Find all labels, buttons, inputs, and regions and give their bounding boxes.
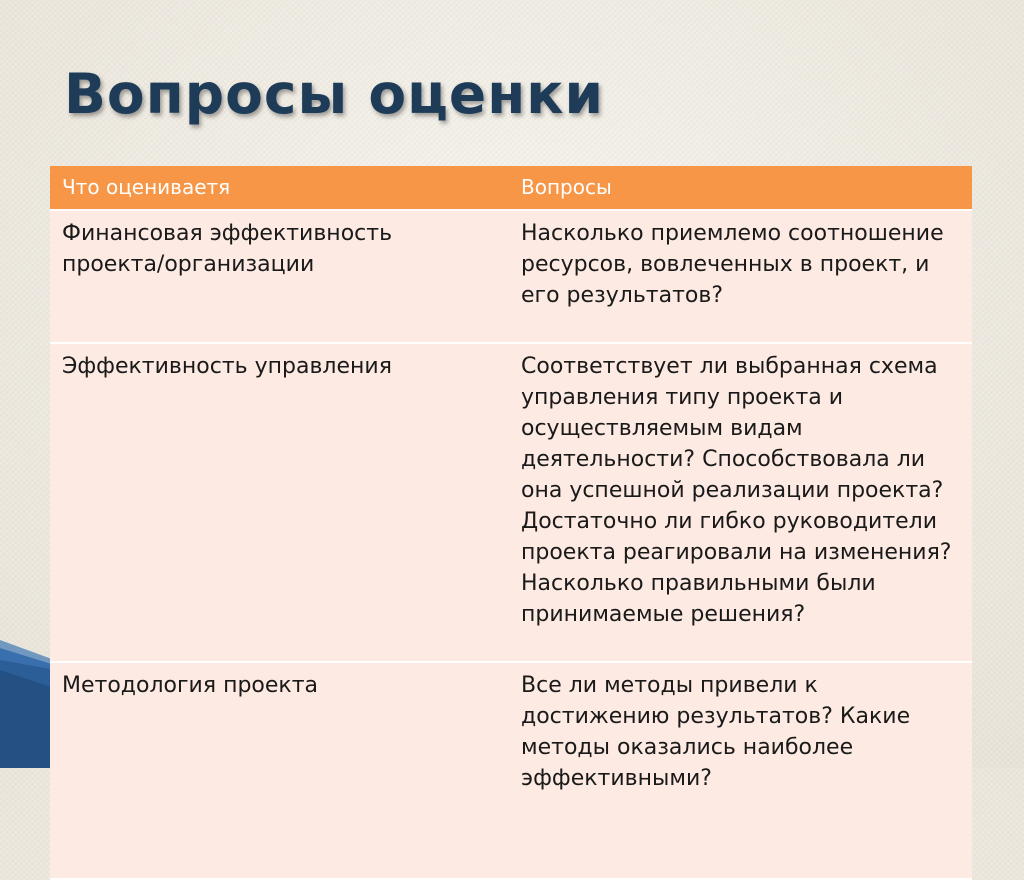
- cell-subject: Методология проекта: [50, 662, 509, 879]
- column-header-subject: Что оцениваетя: [50, 166, 509, 210]
- cell-questions: Насколько приемлемо соотношение ресурсов, вовлеченных в проект, и его результатов?: [509, 210, 972, 343]
- cell-subject: Финансовая эффективность проекта/организации: [50, 210, 509, 343]
- cell-subject: Эффективность управления: [50, 343, 509, 662]
- slide-title: Вопросы оценки: [64, 62, 605, 126]
- column-header-questions: Вопросы: [509, 166, 972, 210]
- table-header-row: [50, 166, 972, 210]
- table-row: [50, 210, 972, 343]
- table-row: [50, 662, 972, 879]
- cell-questions: Все ли методы привели к достижению результатов? Какие методы оказались наиболее эффективными?: [509, 662, 972, 879]
- cell-questions: Соответствует ли выбранная схема управления типу проекта и осуществляемым видам деятельности? Способствовала ли она успешной реализации проекта? Достаточно ли гибко руководители проекта реагировали на изменения? Насколько правильными были принимаемые решения?: [509, 343, 972, 662]
- table-row: [50, 343, 972, 662]
- evaluation-table: [50, 166, 972, 880]
